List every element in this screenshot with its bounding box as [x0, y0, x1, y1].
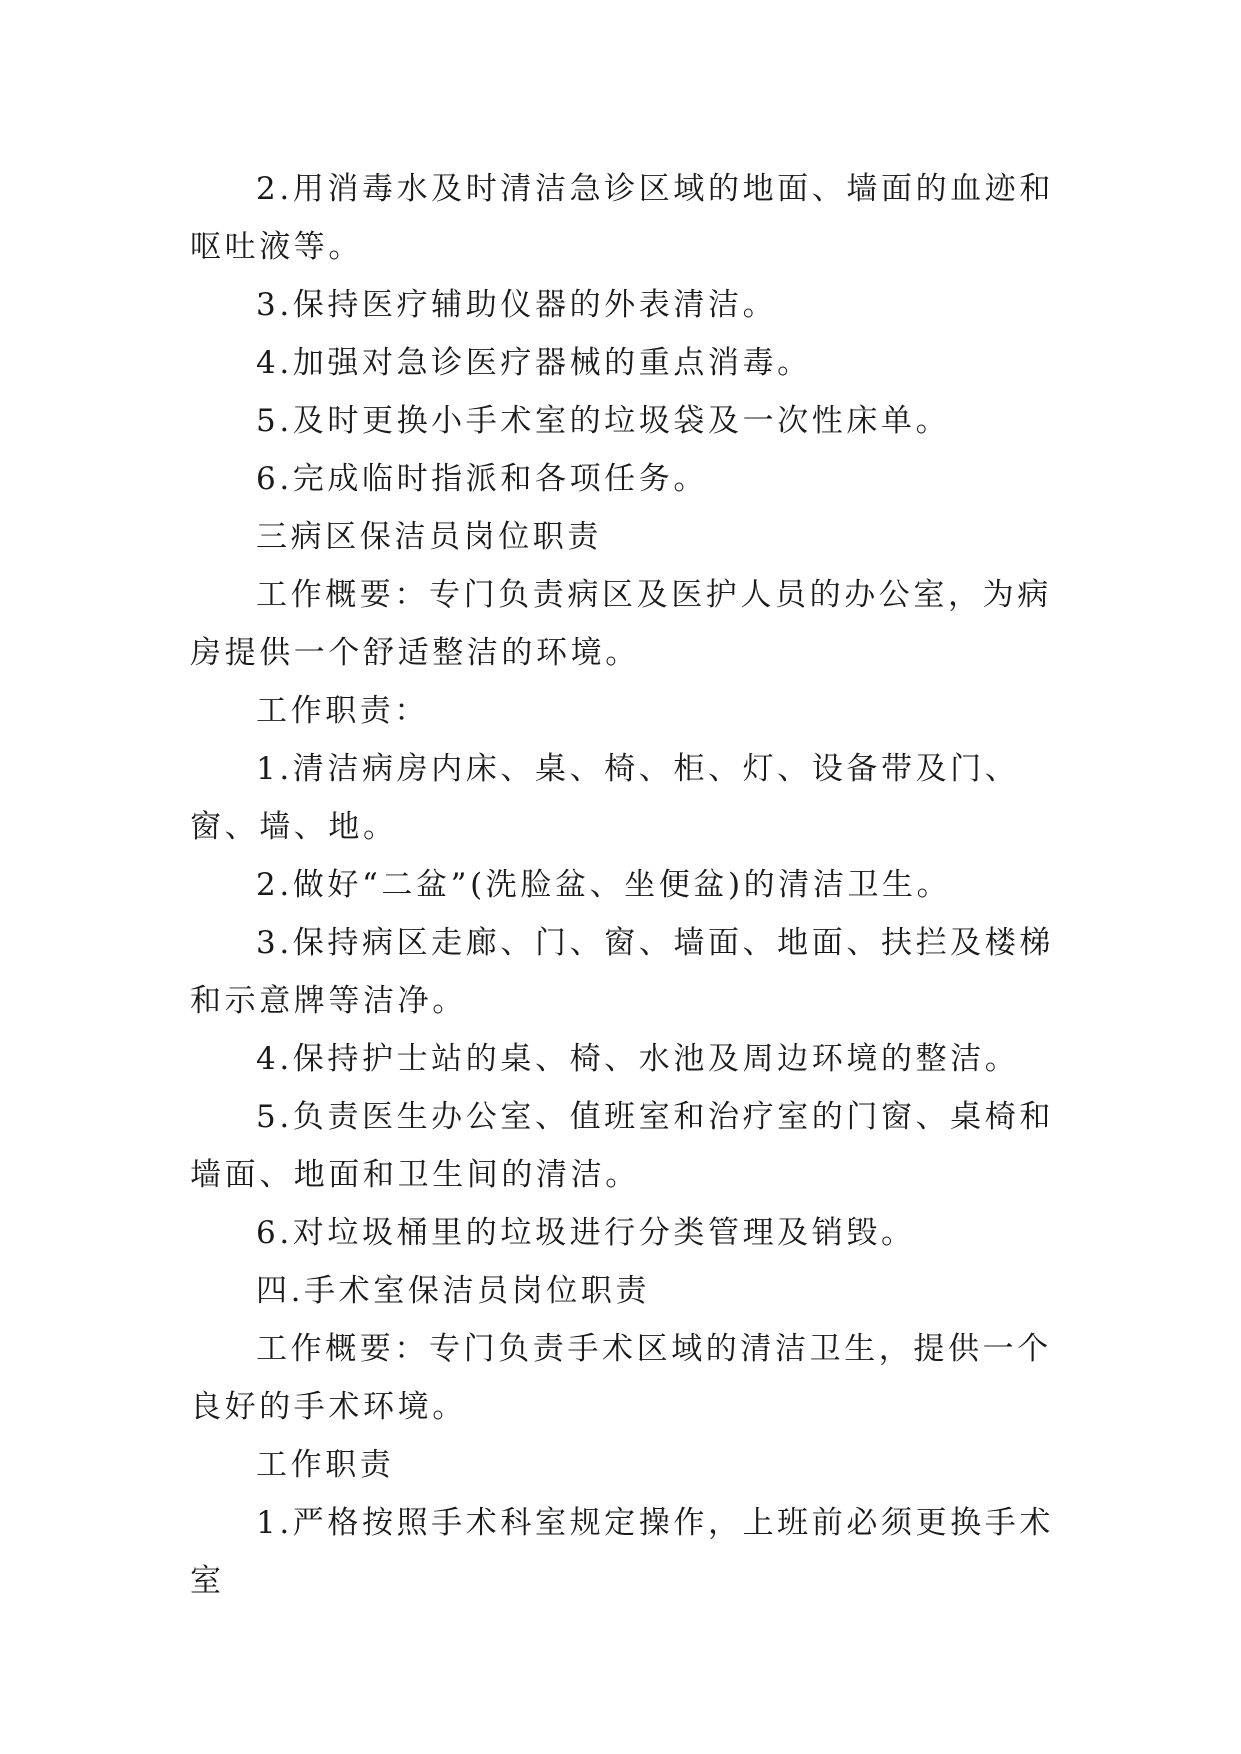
section-heading: 四.手术室保洁员岗位职责 — [256, 1273, 651, 1309]
paragraph: 工作概要：专门负责病区及医护人员的办公室，为病房提供一个舒适整洁的环境。 — [190, 577, 1052, 671]
paragraph: 5.负责医生办公室、值班室和治疗室的门窗、桌椅和墙面、地面和卫生间的清洁。 — [190, 1099, 1054, 1193]
paragraph: 2.做好“二盆”(洗脸盆、坐便盆)的清洁卫生。 — [256, 867, 952, 903]
paragraph: 4.保持护士站的桌、椅、水池及周边环境的整洁。 — [256, 1041, 1020, 1077]
paragraph: 5.及时更换小手术室的垃圾袋及一次性床单。 — [256, 403, 951, 439]
paragraph: 工作概要：专门负责手术区域的清洁卫生，提供一个良好的手术环境。 — [190, 1331, 1052, 1425]
paragraph: 3.保持医疗辅助仪器的外表清洁。 — [256, 287, 778, 323]
paragraph: 4.加强对急诊医疗器械的重点消毒。 — [256, 345, 812, 381]
section-heading: 三病区保洁员岗位职责 — [256, 519, 602, 555]
paragraph: 6.完成临时指派和各项任务。 — [256, 461, 708, 497]
paragraph: 6.对垃圾桶里的垃圾进行分类管理及销毁。 — [256, 1215, 916, 1251]
paragraph: 3.保持病区走廊、门、窗、墙面、地面、扶拦及楼梯和示意牌等洁净。 — [190, 925, 1054, 1019]
paragraph: 1.清洁病房内床、桌、椅、柜、灯、设备带及门、窗、墙、地。 — [190, 751, 1020, 845]
document-body — [190, 160, 1070, 1610]
paragraph: 2.用消毒水及时清洁急诊区域的地面、墙面的血迹和呕吐液等。 — [190, 171, 1054, 265]
paragraph: 工作职责： — [256, 693, 429, 729]
paragraph: 1.严格按照手术科室规定操作，上班前必须更换手术室 — [190, 1505, 1054, 1599]
paragraph: 工作职责 — [256, 1447, 395, 1483]
